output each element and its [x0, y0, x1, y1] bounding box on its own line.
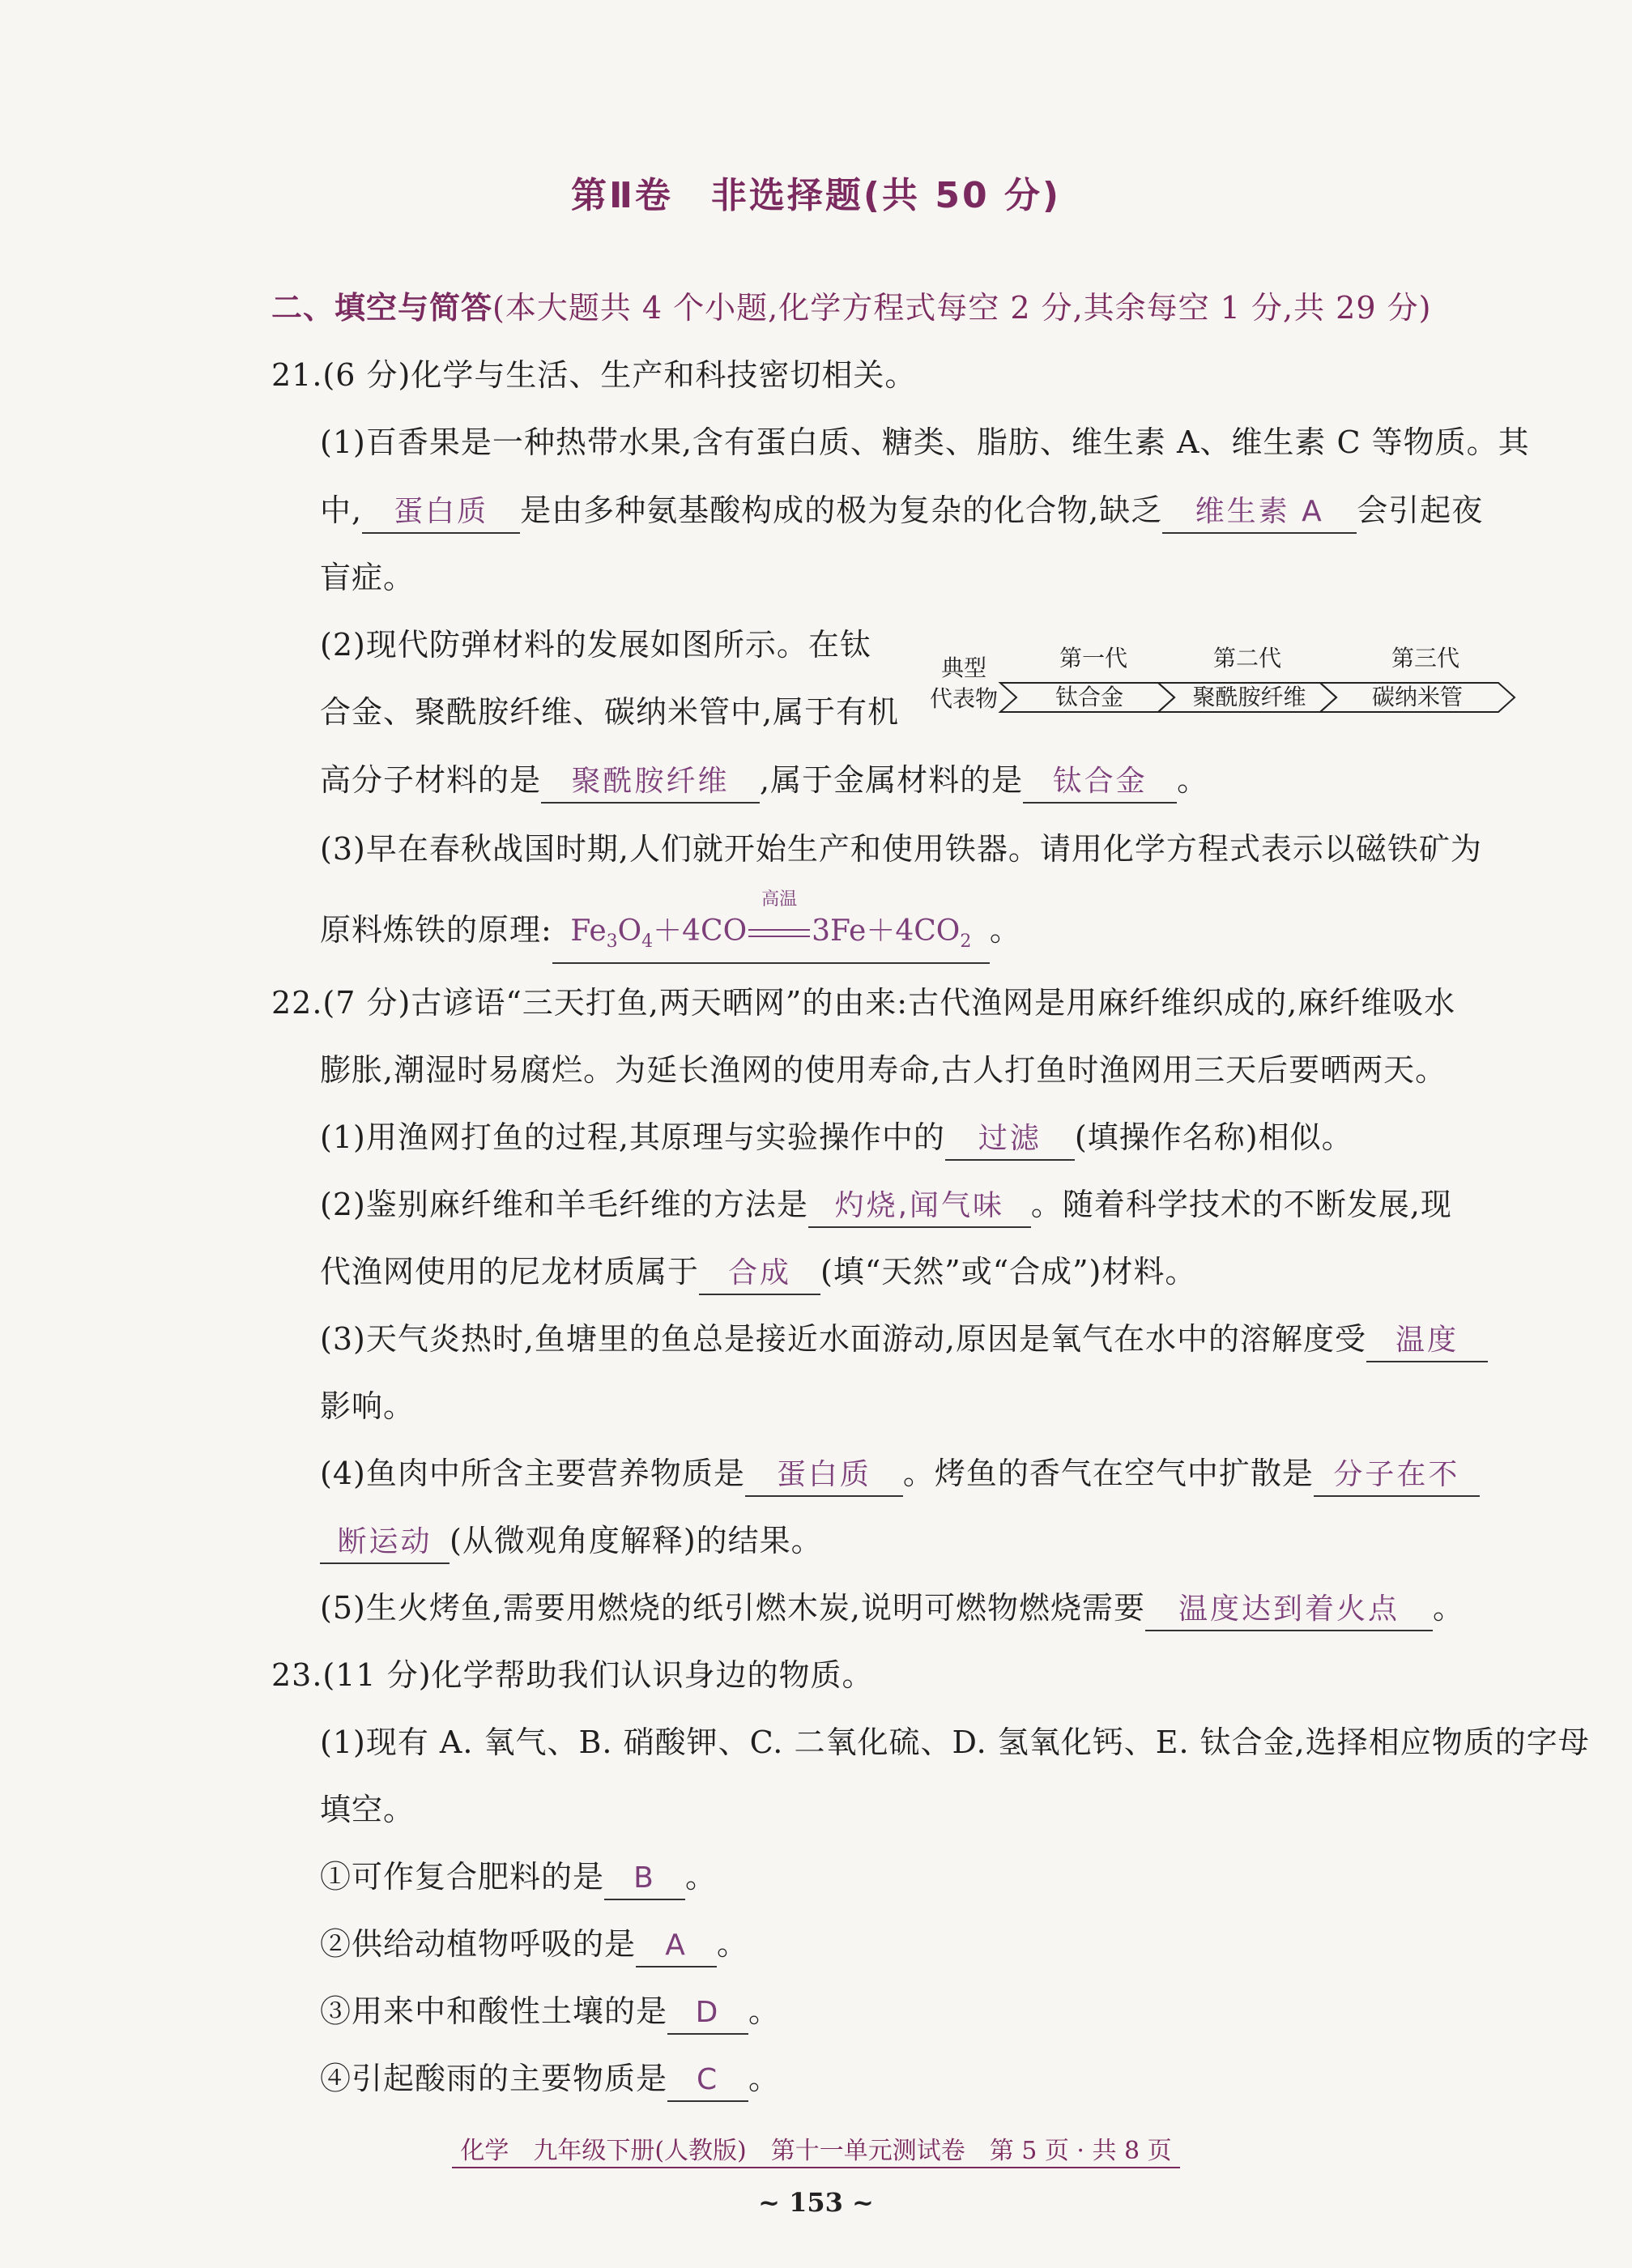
text: 原料炼铁的原理:: [320, 912, 552, 948]
footer: [0, 2130, 1632, 2166]
text: 中,: [320, 492, 363, 528]
answer-blank: D: [667, 1993, 748, 2035]
q22-stem: 22.(7 分)古谚语“三天打鱼,两天晒网”的由来:古代渔网是用麻纤维织成的,麻纤维吸水: [271, 985, 1456, 1021]
text: 是由多种氨基酸构成的极为复杂的化合物,缺乏: [520, 492, 1163, 528]
q22-p2-line2: [320, 1249, 1196, 1295]
equation-blank: $Fe_3O_4+4CO$ 高温 $3Fe+4CO_2$: [552, 911, 990, 964]
answer-blank: A: [636, 1925, 717, 1967]
q21-p1-line3: 盲症。: [320, 560, 415, 595]
gen2-label: 第二代: [1212, 645, 1281, 671]
section-title: 第Ⅱ卷 非选择题(共 50 分): [570, 175, 1062, 216]
answer-blank: 蛋白质: [745, 1455, 903, 1497]
answer-blank: 温度达到着火点: [1145, 1589, 1433, 1631]
answer-blank: 断运动: [320, 1522, 450, 1564]
section-heading: 二、填空与简答: [271, 290, 493, 326]
q22-p5: [320, 1585, 1464, 1631]
q21-p2-line3: [320, 757, 1208, 804]
text: ④引起酸雨的主要物质是: [320, 2061, 668, 2096]
q21-p1-line2: [320, 488, 1483, 534]
equals-sign: [748, 929, 810, 937]
text: ③用来中和酸性土壤的是: [320, 1993, 668, 2029]
text: (3)天气炎热时,鱼塘里的鱼总是接近水面游动,原因是氧气在水中的溶解度受: [320, 1321, 1366, 1357]
answer-blank: 温度: [1366, 1320, 1488, 1362]
answer-blank: 过滤: [945, 1119, 1075, 1161]
text: (填操作名称)相似。: [1074, 1119, 1353, 1155]
answer-blank: C: [667, 2060, 748, 2102]
q23-stem: 23.(11 分)化学帮助我们认识身边的物质。: [271, 1657, 874, 1693]
answer-blank: 维生素 A: [1162, 492, 1357, 534]
answer-blank: 钛合金: [1023, 761, 1177, 804]
text: (填“天然”或“合成”)材料。: [820, 1254, 1197, 1290]
section-heading-line: [271, 285, 1431, 330]
text: 。: [748, 1993, 781, 2029]
armor-material-diagram: [927, 628, 1527, 733]
q23-p1-line2: 填空。: [320, 1792, 415, 1827]
q21-p2-line2: 合金、聚酰胺纤维、碳纳米管中,属于有机: [320, 694, 900, 730]
text: ,属于金属材料的是: [760, 762, 1024, 798]
text: 。随着科学技术的不断发展,现: [1030, 1187, 1452, 1222]
q23-item4: [320, 2056, 780, 2102]
text: (2)鉴别麻纤维和羊毛纤维的方法是: [320, 1187, 808, 1222]
text: ②供给动植物呼吸的是: [320, 1926, 637, 1962]
text: (从微观角度解释)的结果。: [450, 1523, 823, 1558]
q23-item3: [320, 1989, 780, 2035]
q21-p1-line1: (1)百香果是一种热带水果,含有蛋白质、糖类、脂肪、维生素 A、维生素 C 等物质。其: [320, 424, 1530, 460]
text: (1)用渔网打鱼的过程,其原理与实验操作中的: [320, 1119, 945, 1155]
answer-blank: 分子在不: [1314, 1455, 1480, 1497]
text: 。: [717, 1926, 749, 1962]
text: (4)鱼肉中所含主要营养物质是: [320, 1456, 745, 1491]
q22-p4-line2: [320, 1518, 823, 1564]
row-label-1: 典型: [940, 654, 986, 681]
text: 。: [1177, 762, 1209, 798]
answer-blank: 蛋白质: [362, 492, 520, 534]
answer-blank: 灼烧,闻气味: [808, 1186, 1031, 1228]
answer-blank: 聚酰胺纤维: [541, 761, 760, 804]
text: 。: [1433, 1590, 1465, 1626]
gen2-item: 聚酰胺纤维: [1192, 684, 1306, 710]
footer-text: 化学 九年级下册(人教版) 第十一单元测试卷 第 5 页 · 共 8 页: [452, 2137, 1179, 2168]
gen1-item: 钛合金: [1055, 684, 1123, 710]
q22-p3-line2: 影响。: [320, 1388, 415, 1424]
q22-p4-line1: [320, 1451, 1480, 1497]
text: 。烤鱼的香气在空气中扩散是: [902, 1456, 1314, 1491]
text: 会引起夜: [1357, 492, 1484, 528]
q21-p3-line1: (3)早在春秋战国时期,人们就开始生产和使用铁器。请用化学方程式表示以磁铁矿为: [320, 831, 1482, 867]
q22-p3-line1: [320, 1316, 1488, 1362]
text: 高分子材料的是: [320, 762, 542, 798]
q21-p2-line1: (2)现代防弹材料的发展如图所示。在钛: [320, 627, 871, 663]
gen3-item: 碳纳米管: [1371, 684, 1463, 710]
q21-stem: 21.(6 分)化学与生活、生产和科技密切相关。: [271, 357, 917, 393]
answer-blank: 合成: [699, 1253, 820, 1295]
condition-text: 高温: [761, 889, 798, 910]
row-label-2: 代表物: [929, 685, 998, 712]
text: 代渔网使用的尼龙材质属于: [320, 1254, 700, 1290]
q21-p3-line2: [320, 889, 1021, 964]
q23-p1-line1: (1)现有 A. 氧气、B. 硝酸钾、C. 二氧化硫、D. 氢氧化钙、E. 钛合金,选择相应物质的字母: [320, 1724, 1590, 1760]
answer-blank: B: [604, 1858, 685, 1900]
text: (5)生火烤鱼,需要用燃烧的纸引燃木炭,说明可燃物燃烧需要: [320, 1590, 1145, 1626]
text: 。: [989, 912, 1021, 948]
page-number: ~ 153 ~: [758, 2187, 874, 2218]
q23-item2: [320, 1921, 748, 1967]
q22-p2-line1: [320, 1182, 1452, 1228]
section-note: (本大题共 4 个小题,化学方程式每空 2 分,其余每空 1 分,共 29 分): [492, 290, 1432, 326]
reaction-condition: [747, 889, 812, 952]
text: 。: [685, 1859, 718, 1895]
text: ①可作复合肥料的是: [320, 1859, 605, 1895]
q22-p1: [320, 1115, 1353, 1161]
gen3-label: 第三代: [1391, 645, 1459, 671]
q23-item1: [320, 1854, 717, 1900]
gen1-label: 第一代: [1059, 645, 1127, 671]
text: 。: [748, 2061, 781, 2096]
q22-stem2: 膨胀,潮湿时易腐烂。为延长渔网的使用寿命,古人打鱼时渔网用三天后要晒两天。: [320, 1052, 1447, 1088]
